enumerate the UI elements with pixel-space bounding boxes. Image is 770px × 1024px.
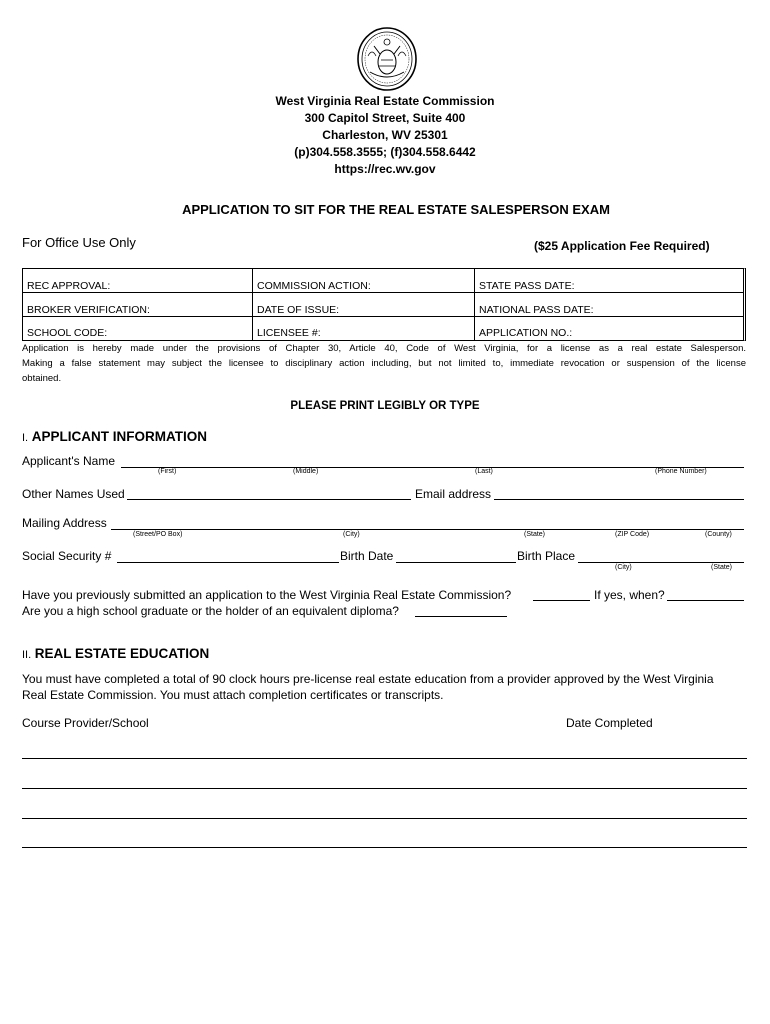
section-2-number: II.	[22, 649, 32, 661]
office-cell-rec-approval: REC APPROVAL:	[27, 280, 111, 292]
name-sub-last: (Last)	[475, 468, 493, 475]
high-school-answer-field[interactable]	[415, 616, 507, 617]
name-sub-phone: (Phone Number)	[655, 468, 707, 475]
if-yes-when-field[interactable]	[667, 600, 744, 601]
other-names-label: Other Names Used	[22, 487, 125, 501]
education-entry-line-4[interactable]	[22, 847, 747, 848]
org-name: West Virginia Real Estate Commission	[275, 94, 495, 108]
date-completed-header: Date Completed	[566, 716, 653, 730]
email-label: Email address	[415, 487, 492, 501]
notice-line-3: obtained.	[22, 373, 62, 384]
birth-date-field[interactable]	[396, 562, 516, 563]
education-paragraph-line-1: You must have completed a total of 90 clock hours pre-license real estate education from a provider approved by the West Virginia	[22, 672, 714, 686]
birth-place-field[interactable]	[578, 562, 744, 563]
section-2-heading	[22, 646, 209, 661]
education-entry-line-3[interactable]	[22, 818, 747, 819]
notice-line-1: Application is hereby made under the provisions of Chapter 30, Article 40, Code of West Virginia, for a license as a real estate Salesperson.	[22, 343, 746, 354]
mailing-sub-state: (State)	[524, 531, 546, 538]
name-sub-first: (First)	[158, 468, 177, 475]
mailing-sub-street: (Street/PO Box)	[133, 531, 183, 538]
email-field[interactable]	[494, 499, 744, 500]
office-cell-commission-action: COMMISSION ACTION:	[257, 280, 371, 292]
office-cell-state-pass-date: STATE PASS DATE:	[479, 280, 575, 292]
form-title: APPLICATION TO SIT FOR THE REAL ESTATE SALESPERSON EXAM	[182, 202, 610, 217]
notice-line-2: Making a false statement may subject the licensee to disciplinary action including, but not limited to, immediate revocation or suspension of the license	[22, 358, 746, 369]
course-provider-header: Course Provider/School	[22, 716, 149, 730]
section-1-number: I.	[22, 432, 29, 444]
birth-place-sub-state: (State)	[711, 564, 733, 571]
mailing-address-field[interactable]	[111, 529, 744, 530]
office-cell-national-pass-date: NATIONAL PASS DATE:	[479, 304, 594, 316]
ssn-field[interactable]	[117, 562, 339, 563]
birth-place-sub-city: (City)	[615, 564, 632, 571]
ssn-label: Social Security #	[22, 549, 112, 563]
section-2-title: REAL ESTATE EDUCATION	[34, 646, 210, 661]
print-notice: PLEASE PRINT LEGIBLY OR TYPE	[290, 400, 480, 412]
name-sub-middle: (Middle)	[293, 468, 319, 475]
office-cell-broker-verification: BROKER VERIFICATION:	[27, 304, 150, 316]
section-1-heading	[22, 429, 207, 444]
mailing-sub-city: (City)	[343, 531, 360, 538]
office-use-label: For Office Use Only	[22, 235, 136, 250]
website: https://rec.wv.gov	[334, 162, 436, 176]
other-names-field[interactable]	[127, 499, 411, 500]
address-line-1: 300 Capitol Street, Suite 400	[304, 111, 466, 125]
mailing-sub-zip: (ZIP Code)	[615, 531, 650, 538]
question-high-school-graduate: Are you a high school graduate or the holder of an equivalent diploma?	[22, 604, 399, 618]
mailing-address-label: Mailing Address	[22, 516, 107, 530]
state-seal-icon	[356, 26, 418, 92]
birth-date-label: Birth Date	[340, 549, 394, 563]
office-cell-date-of-issue: DATE OF ISSUE:	[257, 304, 340, 316]
question-if-yes-when: If yes, when?	[594, 588, 665, 602]
education-paragraph-line-2: Real Estate Commission. You must attach completion certificates or transcripts.	[22, 688, 444, 702]
previous-application-answer-field[interactable]	[533, 600, 590, 601]
section-1-title: APPLICANT INFORMATION	[31, 429, 207, 444]
office-cell-school-code: SCHOOL CODE:	[27, 327, 108, 339]
phone-fax: (p)304.558.3555; (f)304.558.6442	[294, 145, 476, 159]
question-previous-application: Have you previously submitted an application to the West Virginia Real Estate Commission?	[22, 588, 512, 602]
education-entry-line-1[interactable]	[22, 758, 747, 759]
birth-place-label: Birth Place	[517, 549, 576, 563]
education-entry-line-2[interactable]	[22, 788, 747, 789]
office-use-table	[22, 268, 746, 341]
office-cell-licensee-number: LICENSEE #:	[257, 327, 321, 339]
office-cell-application-no: APPLICATION NO.:	[479, 327, 573, 339]
address-line-2: Charleston, WV 25301	[322, 128, 448, 142]
mailing-sub-county: (County)	[705, 531, 732, 538]
education-paragraph	[22, 671, 744, 703]
fee-notice: ($25 Application Fee Required)	[534, 239, 710, 253]
applicant-name-field[interactable]	[121, 467, 744, 468]
applicant-name-label: Applicant's Name	[22, 454, 115, 468]
